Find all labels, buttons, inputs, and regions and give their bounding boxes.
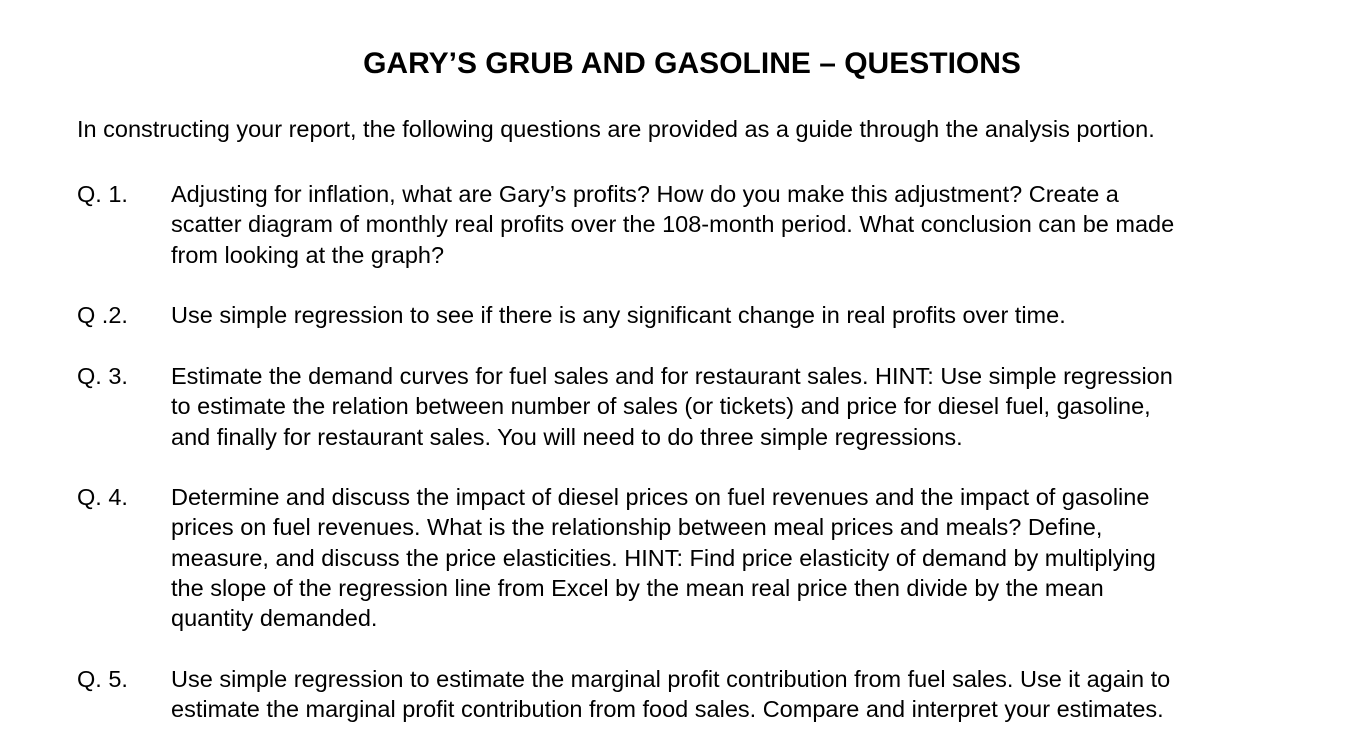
question-text <box>171 361 1321 452</box>
question-line: the slope of the regression line from Excel by the mean real price then divide by the mean <box>171 574 1104 601</box>
question-number: Q. 1. <box>77 181 128 207</box>
intro-paragraph: In constructing your report, the following questions are provided as a guide through the analysis portion. <box>77 116 1155 142</box>
question-line: Estimate the demand curves for fuel sales and for restaurant sales. HINT: Use simple regression <box>171 363 1173 389</box>
question-line: and finally for restaurant sales. You will need to do three simple regressions. <box>171 423 963 450</box>
question-line: prices on fuel revenues. What is the relationship between meal prices and meals? Define, <box>171 514 1103 541</box>
question-line: to estimate the relation between number of sales (or tickets) and price for diesel fuel, gasoline, <box>171 393 1151 420</box>
question-line: Use simple regression to see if there is any significant change in real profits over time. <box>171 302 1066 328</box>
question-text <box>171 179 1321 270</box>
question-line: Adjusting for inflation, what are Gary’s profits? How do you make this adjustment? Create a <box>171 181 1119 207</box>
question-number: Q. 4. <box>77 484 128 510</box>
question-line: estimate the marginal profit contribution from food sales. Compare and interpret your estimates. <box>171 696 1164 723</box>
question-text <box>171 482 1321 633</box>
question-number: Q. 3. <box>77 363 128 389</box>
question-line: Use simple regression to estimate the marginal profit contribution from fuel sales. Use it again to <box>171 666 1171 692</box>
question-line: quantity demanded. <box>171 605 378 632</box>
question-line: scatter diagram of monthly real profits over the 108-month period. What conclusion can be made <box>171 211 1175 238</box>
question-text <box>171 664 1321 725</box>
question-number: Q. 5. <box>77 666 128 692</box>
question-text <box>171 300 1321 330</box>
page-title: GARY’S GRUB AND GASOLINE – QUESTIONS <box>363 47 1021 80</box>
question-number: Q .2. <box>77 302 128 328</box>
question-line: Determine and discuss the impact of diesel prices on fuel revenues and the impact of gasoline <box>171 484 1150 510</box>
question-line: from looking at the graph? <box>171 241 445 268</box>
question-line: measure, and discuss the price elasticities. HINT: Find price elasticity of demand by multiplying <box>171 544 1156 571</box>
